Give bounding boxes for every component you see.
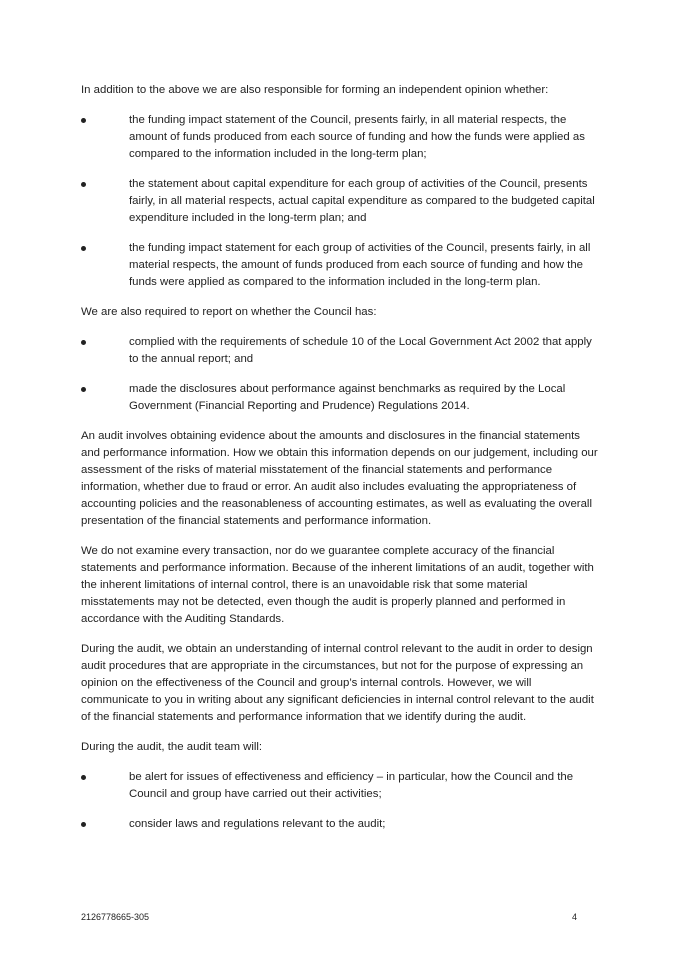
audit-limitations-paragraph: We do not examine every transaction, nor do we guarantee complete accuracy of the financial statements and performance information. Because of the inherent limitations of an audit, together with the inherent limitations of internal control, there is an unavoidable risk that some material misstatements may not be detected, even though the audit is properly planned and performed in accordance with the Auditing Standards. bbox=[81, 545, 594, 625]
opinion-bullet bbox=[81, 112, 601, 163]
bullet-icon bbox=[81, 118, 86, 123]
bullet-text: the statement about capital expenditure for each group of activities of the Council, presents fairly, in all material respects, actual capital expenditure as compared to the budgeted capital expenditure included in the long-term plan; and bbox=[129, 178, 595, 224]
bullet-icon bbox=[81, 822, 86, 827]
page-number: 4 bbox=[571, 912, 577, 922]
opinion-bullet bbox=[81, 176, 601, 227]
report-intro-paragraph: We are also required to report on whether the Council has: bbox=[81, 306, 377, 318]
report-bullet bbox=[81, 381, 601, 415]
bullet-text: the funding impact statement of the Council, presents fairly, in all material respects, the amount of funds produced from each source of funding and how the funds were applied as compared to the information included in the long-term plan; bbox=[129, 114, 585, 160]
team-bullet bbox=[81, 816, 601, 833]
bullet-text: the funding impact statement for each group of activities of the Council, presents fairly, in all material respects, the amount of funds produced from each source of funding and how the funds were applied as compared to the information included in the long-term plan. bbox=[129, 242, 591, 288]
bullet-icon bbox=[81, 775, 86, 780]
bullet-icon bbox=[81, 246, 86, 251]
document-body bbox=[81, 82, 601, 846]
internal-control-paragraph: During the audit, we obtain an understanding of internal control relevant to the audit in order to design audit procedures that are appropriate in the circumstances, but not for the purpose of expressing an opinion on the effectiveness of the Council and group’s internal controls. However, we will communicate to you in writing about any significant deficiencies in internal control relevant to the audit of the financial statements and performance information that we identify during the audit. bbox=[81, 643, 594, 723]
bullet-icon bbox=[81, 340, 86, 345]
report-bullet bbox=[81, 334, 601, 368]
opinion-bullet bbox=[81, 240, 601, 291]
bullet-text: made the disclosures about performance against benchmarks as required by the Local Government (Financial Reporting and Prudence) Regulations 2014. bbox=[129, 383, 566, 412]
document-reference: 2126778665-305 bbox=[81, 912, 150, 922]
audit-evidence-paragraph: An audit involves obtaining evidence about the amounts and disclosures in the financial statements and performance information. How we obtain this information depends on our judgement, including our assessment of the risks of material misstatement of the financial statements and performance information, whether due to fraud or error. An audit also includes evaluating the appropriateness of accounting policies and the reasonableness of accounting estimates, as well as evaluating the overall presentation of the financial statements and performance information. bbox=[81, 430, 598, 527]
bullet-icon bbox=[81, 182, 86, 187]
team-bullet bbox=[81, 769, 601, 803]
team-intro-paragraph: During the audit, the audit team will: bbox=[81, 741, 263, 753]
bullet-text: be alert for issues of effectiveness and efficiency – in particular, how the Council and the Council and group have carried out their activities; bbox=[129, 771, 574, 800]
bullet-text: complied with the requirements of schedule 10 of the Local Government Act 2002 that apply to the annual report; and bbox=[129, 336, 592, 365]
bullet-text: consider laws and regulations relevant to the audit; bbox=[129, 818, 386, 830]
intro-paragraph: In addition to the above we are also responsible for forming an independent opinion whether: bbox=[81, 84, 549, 96]
bullet-icon bbox=[81, 387, 86, 392]
